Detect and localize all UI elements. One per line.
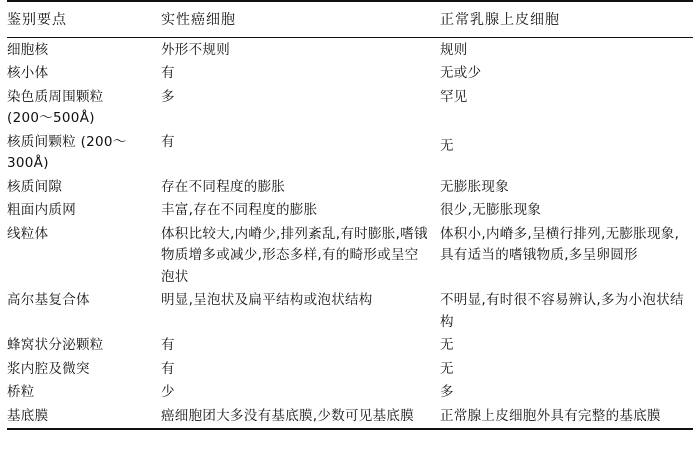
- table-row: [7, 130, 693, 175]
- row-cancer: 有: [161, 65, 175, 81]
- header-row: [7, 1, 693, 37]
- header-normal-cell: 正常乳腺上皮细胞: [434, 1, 693, 37]
- table-row: [7, 222, 693, 289]
- table-row: [7, 404, 693, 430]
- table-row: [7, 333, 693, 357]
- row-normal: 很少,无膨胀现象: [440, 202, 542, 218]
- table-row: [7, 380, 693, 404]
- row-feature: 高尔基复合体: [7, 292, 90, 308]
- row-cancer: 存在不同程度的膨胀: [161, 178, 286, 195]
- row-cancer: 癌细胞团大多没有基底膜,少数可见基底膜: [157, 404, 434, 430]
- table-row: [7, 198, 693, 222]
- row-normal: 无: [440, 137, 454, 154]
- row-feature: 粗面内质网: [7, 202, 76, 218]
- row-feature: 基底膜: [7, 404, 157, 430]
- row-cancer: 有: [161, 133, 175, 150]
- row-feature: 细胞核: [7, 41, 49, 58]
- row-cancer: 有: [161, 360, 175, 377]
- row-feature: 线粒体: [7, 225, 49, 242]
- row-normal: 不明显,有时很不容易辨认,多为小泡状结构: [440, 292, 684, 330]
- row-normal: 多: [440, 384, 454, 400]
- row-cancer: 少: [161, 384, 175, 400]
- table-row: [7, 61, 693, 85]
- row-normal: 无: [440, 337, 454, 353]
- row-feature: 核质间隙: [7, 178, 63, 195]
- row-normal: 罕见: [440, 88, 468, 105]
- row-feature: 核质间颗粒 (200～300Å): [7, 133, 127, 171]
- row-cancer: 丰富,存在不同程度的膨胀: [161, 202, 318, 218]
- table-row: [7, 288, 693, 333]
- row-normal: 正常腺上皮细胞外具有完整的基底膜: [434, 404, 693, 430]
- row-feature: 桥粒: [7, 384, 35, 400]
- table-body: [7, 37, 693, 429]
- row-feature: 核小体: [7, 65, 49, 81]
- row-cancer: 有: [161, 337, 175, 353]
- row-cancer: 外形不规则: [161, 41, 230, 58]
- row-cancer: 体积比较大,内嵴少,排列紊乱,有时膨胀,嗜锇物质增多或减少,形态多样,有的畸形或呈空泡状: [161, 225, 428, 285]
- table-row: [7, 37, 693, 61]
- table-row: [7, 175, 693, 199]
- row-feature: 染色质周围颗粒 (200～500Å): [7, 88, 104, 126]
- row-normal: 无: [440, 360, 454, 377]
- row-normal: 规则: [440, 41, 468, 58]
- row-feature: 浆内腔及微突: [7, 360, 90, 377]
- header-cancer-cell: 实性癌细胞: [157, 1, 434, 37]
- row-cancer: 多: [161, 88, 175, 105]
- table-header: [7, 1, 693, 37]
- row-normal: 体积小,内嵴多,呈横行排列,无膨胀现象,具有适当的嗜锇物质,多呈卵圆形: [440, 225, 680, 263]
- row-cancer: 明显,呈泡状及扁平结构或泡状结构: [161, 292, 373, 308]
- header-feature: 鉴别要点: [7, 1, 157, 37]
- table-row: [7, 357, 693, 381]
- table-row: [7, 85, 693, 130]
- row-normal: 无或少: [440, 65, 482, 81]
- comparison-table: [7, 0, 693, 430]
- row-normal: 无膨胀现象: [440, 178, 509, 195]
- row-feature: 蜂窝状分泌颗粒: [7, 337, 104, 353]
